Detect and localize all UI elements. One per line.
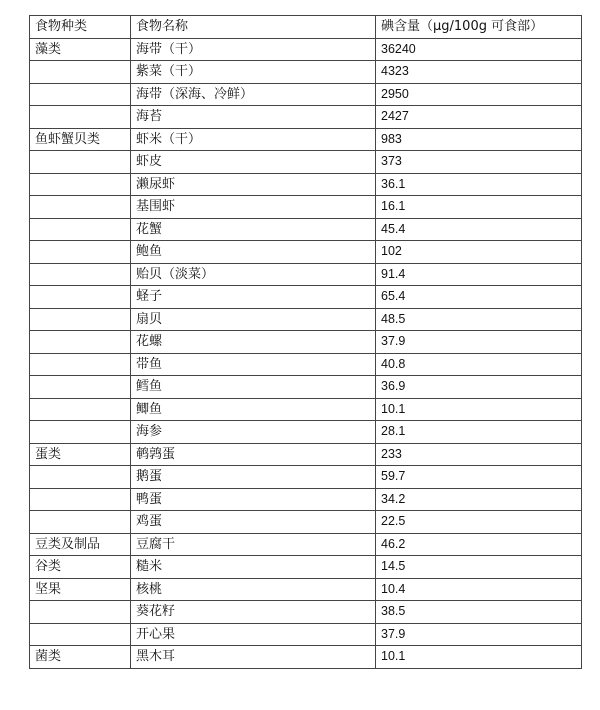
cell-food-name: 蛏子 xyxy=(131,286,376,309)
table-row xyxy=(30,173,582,196)
header-food-category: 食物种类 xyxy=(30,16,131,39)
cell-iodine-content: 10.4 xyxy=(376,578,582,601)
cell-food-category xyxy=(30,308,131,331)
cell-iodine-content: 59.7 xyxy=(376,466,582,489)
cell-food-name: 海苔 xyxy=(131,106,376,129)
cell-food-name: 糙米 xyxy=(131,556,376,579)
cell-food-name: 鹌鹑蛋 xyxy=(131,443,376,466)
cell-food-category xyxy=(30,286,131,309)
cell-food-category xyxy=(30,398,131,421)
table-row xyxy=(30,556,582,579)
table-row xyxy=(30,308,582,331)
table-row xyxy=(30,331,582,354)
cell-food-category xyxy=(30,151,131,174)
iodine-content-table xyxy=(29,15,582,669)
cell-food-name: 黑木耳 xyxy=(131,646,376,669)
cell-iodine-content: 373 xyxy=(376,151,582,174)
cell-food-name: 贻贝（淡菜） xyxy=(131,263,376,286)
cell-iodine-content: 34.2 xyxy=(376,488,582,511)
cell-food-category xyxy=(30,83,131,106)
cell-iodine-content: 37.9 xyxy=(376,331,582,354)
cell-food-name: 核桃 xyxy=(131,578,376,601)
cell-iodine-content: 16.1 xyxy=(376,196,582,219)
cell-iodine-content: 10.1 xyxy=(376,646,582,669)
cell-food-name: 鸭蛋 xyxy=(131,488,376,511)
cell-food-category xyxy=(30,488,131,511)
cell-food-category xyxy=(30,61,131,84)
cell-food-name: 海带（深海、冷鲜） xyxy=(131,83,376,106)
cell-food-name: 海带（干） xyxy=(131,38,376,61)
table-row xyxy=(30,466,582,489)
cell-food-name: 濑尿虾 xyxy=(131,173,376,196)
cell-iodine-content: 36240 xyxy=(376,38,582,61)
table-row xyxy=(30,218,582,241)
table-row xyxy=(30,353,582,376)
cell-food-name: 花蟹 xyxy=(131,218,376,241)
cell-food-category: 蛋类 xyxy=(30,443,131,466)
table-row xyxy=(30,601,582,624)
cell-food-category xyxy=(30,241,131,264)
cell-food-category xyxy=(30,623,131,646)
table-row xyxy=(30,286,582,309)
cell-iodine-content: 2950 xyxy=(376,83,582,106)
cell-food-category xyxy=(30,353,131,376)
cell-food-category xyxy=(30,601,131,624)
cell-food-category xyxy=(30,263,131,286)
header-iodine-content: 碘含量（μg/100g 可食部） xyxy=(376,16,582,39)
table-row xyxy=(30,533,582,556)
cell-iodine-content: 2427 xyxy=(376,106,582,129)
cell-food-name: 鲫鱼 xyxy=(131,398,376,421)
cell-iodine-content: 36.9 xyxy=(376,376,582,399)
cell-iodine-content: 102 xyxy=(376,241,582,264)
table-row xyxy=(30,263,582,286)
cell-iodine-content: 48.5 xyxy=(376,308,582,331)
cell-iodine-content: 4323 xyxy=(376,61,582,84)
table-row xyxy=(30,443,582,466)
table-row xyxy=(30,623,582,646)
cell-food-category xyxy=(30,173,131,196)
cell-food-name: 豆腐干 xyxy=(131,533,376,556)
cell-food-category: 谷类 xyxy=(30,556,131,579)
table-row xyxy=(30,578,582,601)
cell-food-name: 带鱼 xyxy=(131,353,376,376)
table-row xyxy=(30,511,582,534)
cell-food-name: 虾米（干） xyxy=(131,128,376,151)
cell-food-category xyxy=(30,331,131,354)
cell-food-name: 开心果 xyxy=(131,623,376,646)
cell-iodine-content: 46.2 xyxy=(376,533,582,556)
cell-iodine-content: 983 xyxy=(376,128,582,151)
cell-iodine-content: 91.4 xyxy=(376,263,582,286)
cell-iodine-content: 14.5 xyxy=(376,556,582,579)
cell-food-name: 海参 xyxy=(131,421,376,444)
cell-food-name: 鸡蛋 xyxy=(131,511,376,534)
table-row xyxy=(30,106,582,129)
table-row xyxy=(30,488,582,511)
table-row xyxy=(30,196,582,219)
cell-food-category xyxy=(30,376,131,399)
cell-food-category xyxy=(30,196,131,219)
cell-iodine-content: 37.9 xyxy=(376,623,582,646)
table-header-row xyxy=(30,16,582,39)
cell-iodine-content: 22.5 xyxy=(376,511,582,534)
cell-iodine-content: 65.4 xyxy=(376,286,582,309)
cell-food-category xyxy=(30,218,131,241)
cell-food-category: 鱼虾蟹贝类 xyxy=(30,128,131,151)
table-row xyxy=(30,398,582,421)
cell-food-name: 鲍鱼 xyxy=(131,241,376,264)
cell-food-name: 虾皮 xyxy=(131,151,376,174)
cell-food-category: 菌类 xyxy=(30,646,131,669)
table-row xyxy=(30,421,582,444)
table-row xyxy=(30,61,582,84)
table-row xyxy=(30,38,582,61)
cell-food-name: 基围虾 xyxy=(131,196,376,219)
cell-iodine-content: 36.1 xyxy=(376,173,582,196)
cell-food-category: 藻类 xyxy=(30,38,131,61)
cell-iodine-content: 38.5 xyxy=(376,601,582,624)
cell-food-category xyxy=(30,511,131,534)
cell-food-category xyxy=(30,421,131,444)
cell-food-name: 花螺 xyxy=(131,331,376,354)
cell-iodine-content: 28.1 xyxy=(376,421,582,444)
cell-iodine-content: 40.8 xyxy=(376,353,582,376)
cell-food-category: 坚果 xyxy=(30,578,131,601)
table-row xyxy=(30,376,582,399)
cell-iodine-content: 10.1 xyxy=(376,398,582,421)
cell-food-category: 豆类及制品 xyxy=(30,533,131,556)
table-row xyxy=(30,151,582,174)
table-row xyxy=(30,646,582,669)
table-row xyxy=(30,128,582,151)
cell-food-category xyxy=(30,466,131,489)
header-food-name: 食物名称 xyxy=(131,16,376,39)
table-row xyxy=(30,83,582,106)
cell-food-category xyxy=(30,106,131,129)
table-row xyxy=(30,241,582,264)
cell-food-name: 葵花籽 xyxy=(131,601,376,624)
cell-iodine-content: 45.4 xyxy=(376,218,582,241)
cell-food-name: 扇贝 xyxy=(131,308,376,331)
cell-food-name: 紫菜（干） xyxy=(131,61,376,84)
cell-food-name: 鹅蛋 xyxy=(131,466,376,489)
cell-iodine-content: 233 xyxy=(376,443,582,466)
cell-food-name: 鳕鱼 xyxy=(131,376,376,399)
